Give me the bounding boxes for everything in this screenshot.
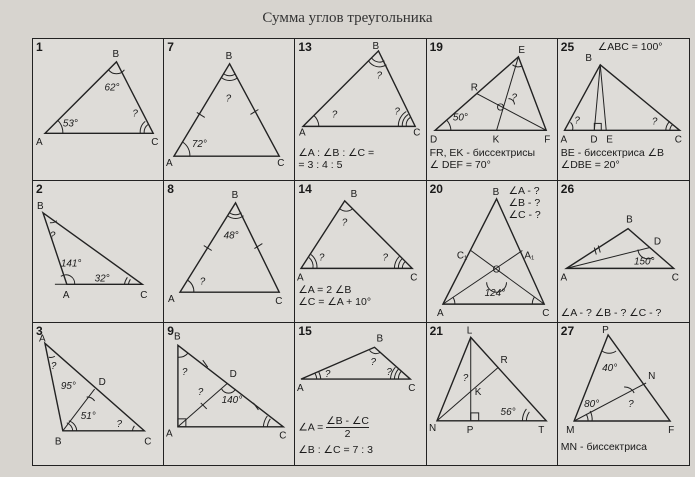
triangle-figure <box>33 323 163 465</box>
task-condition <box>298 415 373 456</box>
point-a1: A₁ <box>523 250 534 262</box>
vertex-m: M <box>565 425 575 436</box>
vertex-c: C <box>408 383 416 395</box>
triangle-figure <box>164 181 294 322</box>
point-o: O <box>496 102 504 114</box>
condition-line <box>298 415 373 440</box>
angle-aoc-value: 124° <box>484 288 505 300</box>
point-e: E <box>606 134 613 146</box>
vertex-f: F <box>667 425 674 436</box>
condition-line: ∠C = ∠A + 10° <box>298 296 372 308</box>
task-14 <box>295 181 426 323</box>
task-condition <box>430 147 535 171</box>
task-2 <box>33 181 164 323</box>
page-title: Сумма углов треугольника <box>262 10 433 26</box>
vertex-d: D <box>429 134 437 146</box>
vertex-a: A <box>36 137 43 149</box>
vertex-b: B <box>54 436 62 448</box>
task-7 <box>164 39 295 181</box>
vertex-a: A <box>299 127 307 139</box>
task-26 <box>558 181 689 323</box>
vertex-c: C <box>674 134 682 146</box>
task-13 <box>295 39 426 181</box>
task-20 <box>427 181 558 323</box>
task-number: 26 <box>560 182 575 196</box>
vertex-b: B <box>174 331 181 343</box>
task-condition <box>561 147 664 171</box>
vertex-c: C <box>140 290 148 302</box>
vertex-c: C <box>277 158 285 170</box>
vertex-c: C <box>275 296 283 308</box>
vertex-a: A <box>560 134 567 146</box>
task-9 <box>164 323 295 465</box>
angle-c-value: 32° <box>94 273 110 285</box>
angle-m-value: 80° <box>583 399 600 410</box>
angle-a-value: 72° <box>192 139 208 151</box>
vertex-c: C <box>410 272 418 284</box>
unknown-angle-c: ? <box>116 418 123 430</box>
triangle-figure <box>427 323 557 465</box>
vertex-a: A <box>62 290 70 302</box>
point-d: D <box>590 134 598 146</box>
task-condition: ∠A - ? ∠B - ? ∠C - ? <box>560 307 662 319</box>
task-number: 8 <box>167 182 174 196</box>
given-angle-abc: ∠ABC = 100° <box>597 41 663 53</box>
condition-lhs: ∠A = <box>298 421 324 434</box>
task-8 <box>164 181 295 323</box>
task-15 <box>295 323 426 465</box>
vertex-l: L <box>466 325 472 337</box>
unknown-angle-b: ? <box>182 367 188 379</box>
point-d: D <box>229 369 237 381</box>
task-number: 7 <box>167 40 174 54</box>
fraction-denominator: 2 <box>326 427 369 440</box>
unknown-angle-c: ? <box>651 116 658 128</box>
unknown-angle-a: ? <box>574 115 580 127</box>
condition-fraction <box>326 415 369 440</box>
unknown-angle-a: ? <box>50 361 57 373</box>
vertex-a: A <box>436 308 444 320</box>
triangle-figure <box>33 39 163 180</box>
task-number: 9 <box>167 324 174 338</box>
angle-adc-value: 150° <box>633 256 655 268</box>
point-k: K <box>492 134 499 146</box>
triangle-figure <box>164 39 294 180</box>
question-angle-a: ∠A - ? <box>508 185 540 197</box>
point-k: K <box>474 386 481 398</box>
task-condition <box>298 147 374 171</box>
triangle-figure <box>558 181 689 322</box>
task-number: 20 <box>429 182 443 196</box>
vertex-c: C <box>413 127 421 139</box>
triangle-figure <box>164 323 294 465</box>
vertex-b: B <box>492 186 499 198</box>
vertex-a: A <box>166 428 173 440</box>
vertex-p: P <box>601 325 609 336</box>
task-number: 1 <box>36 40 43 54</box>
unknown-angle: ? <box>132 108 138 120</box>
point-p: P <box>466 424 473 436</box>
task-number: 14 <box>298 182 312 196</box>
unknown-angle-c: ? <box>394 106 401 118</box>
unknown-angle: ? <box>462 373 468 385</box>
angle-p-value: 40° <box>601 363 618 374</box>
vertex-c: C <box>541 308 549 320</box>
fraction-numerator: ∠B - ∠C <box>326 415 369 427</box>
question-angle-b: ∠B - ? <box>508 197 541 209</box>
angle-adc-value: 140° <box>221 394 243 406</box>
point-d: D <box>98 377 106 389</box>
condition-line: ∠ DEF = 70° <box>429 159 491 171</box>
angle-b-value: 51° <box>80 410 96 422</box>
task-3 <box>33 323 164 465</box>
vertex-b: B <box>225 50 233 62</box>
vertex-b: B <box>585 52 592 64</box>
angle-b-value: 62° <box>104 82 120 94</box>
point-r: R <box>500 355 508 367</box>
task-number: 13 <box>298 40 312 54</box>
task-questions <box>509 185 541 221</box>
condition-line: = 3 : 4 : 5 <box>298 159 343 171</box>
vertex-n: N <box>428 422 436 434</box>
condition-line: ∠A = 2 ∠B <box>298 284 352 296</box>
vertex-b: B <box>376 333 384 345</box>
unknown-angle-a: ? <box>332 109 338 121</box>
task-number: 21 <box>429 324 443 338</box>
unknown-angle: ? <box>511 92 517 104</box>
task-number: 27 <box>560 324 575 338</box>
vertex-c: C <box>279 430 287 442</box>
vertex-t: T <box>537 424 544 436</box>
unknown-angle-b: ? <box>376 70 383 82</box>
condition-line: FR, EK - биссектрисы <box>429 147 536 159</box>
vertex-a: A <box>297 383 305 395</box>
vertex-b: B <box>112 48 120 60</box>
condition-line: ∠A : ∠B : ∠C = <box>298 147 375 159</box>
point-r: R <box>470 82 478 94</box>
vertex-a: A <box>166 158 173 170</box>
condition-line: BE - биссектриса ∠B <box>560 147 665 159</box>
point-o: O <box>492 264 500 276</box>
vertex-b: B <box>625 214 633 226</box>
unknown-angle-a: ? <box>319 252 325 264</box>
unknown-angle: ? <box>627 399 634 410</box>
unknown-angle-b: ? <box>342 217 348 229</box>
unknown-angle: ? <box>225 93 232 105</box>
condition-line: ∠DBE = 20° <box>560 159 620 171</box>
point-n: N <box>647 371 656 382</box>
unknown-angle: ? <box>199 276 206 288</box>
vertex-a: A <box>38 333 46 345</box>
point-d: D <box>653 236 661 248</box>
angle-t-value: 56° <box>500 406 516 418</box>
task-number: 2 <box>36 182 43 196</box>
angle-d-value: 50° <box>452 112 468 124</box>
triangle-figure <box>33 181 163 322</box>
exterior-angle-value: 141° <box>60 258 82 270</box>
condition-line: ∠B : ∠C = 7 : 3 <box>298 444 373 456</box>
point-c1: C₁ <box>456 250 467 262</box>
angle-a-value: 53° <box>62 118 78 130</box>
question-angle-c: ∠C - ? <box>508 209 541 221</box>
task-19 <box>427 39 558 181</box>
task-number: 15 <box>298 324 312 338</box>
vertex-b: B <box>37 200 44 212</box>
unknown-angle-c: ? <box>386 367 393 379</box>
unknown-angle: ? <box>49 230 56 242</box>
task-27 <box>558 323 689 465</box>
vertex-a: A <box>168 294 175 306</box>
unknown-angle-a: ? <box>325 369 331 381</box>
vertex-f: F <box>543 134 550 146</box>
task-condition <box>298 284 371 308</box>
vertex-b: B <box>351 188 358 200</box>
unknown-angle-a: ? <box>197 386 204 398</box>
angle-adb-value: 95° <box>60 381 76 393</box>
task-number: 19 <box>429 40 443 54</box>
angle-b-value: 48° <box>223 230 239 242</box>
task-number: 25 <box>560 40 575 54</box>
vertex-c: C <box>671 272 679 284</box>
vertex-c: C <box>144 436 152 448</box>
vertex-b: B <box>231 189 239 201</box>
unknown-angle-b: ? <box>370 357 377 369</box>
vertex-b: B <box>372 40 380 52</box>
task-25 <box>558 39 689 181</box>
task-number: 3 <box>36 324 43 338</box>
task-grid <box>32 38 690 466</box>
vertex-a: A <box>297 272 305 284</box>
vertex-c: C <box>151 137 159 149</box>
task-condition: MN - биссектриса <box>560 441 647 453</box>
worksheet <box>32 38 690 466</box>
task-21 <box>427 323 558 465</box>
vertex-a: A <box>560 272 567 284</box>
unknown-angle-c: ? <box>382 252 389 264</box>
vertex-e: E <box>518 44 525 56</box>
task-1 <box>33 39 164 181</box>
